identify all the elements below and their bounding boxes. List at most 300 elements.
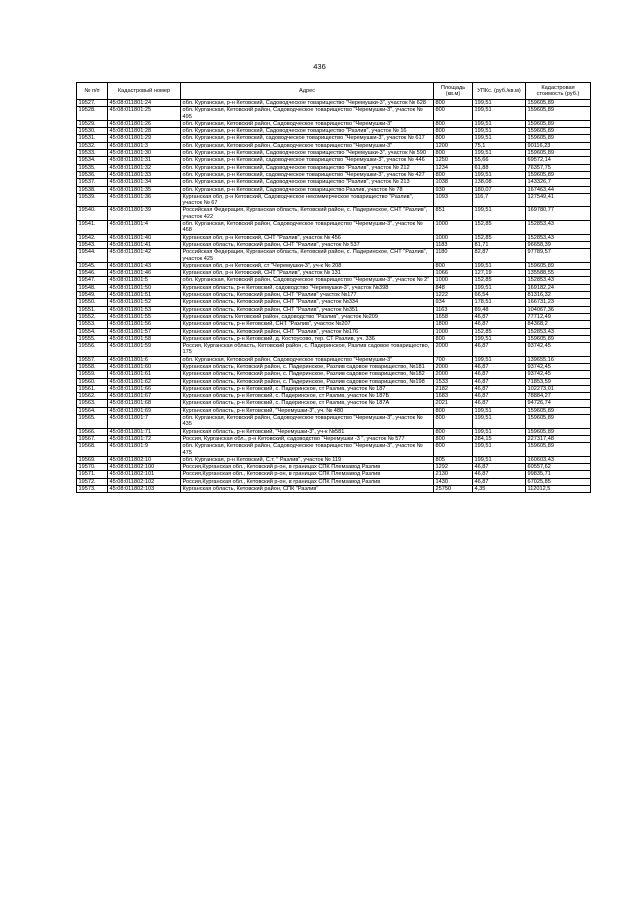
table-row xyxy=(77,171,591,178)
cell-row-number: 19560. xyxy=(77,378,108,385)
cell-upks: 46,87 xyxy=(473,343,526,357)
cell-cadastral-cost: 166731,23 xyxy=(526,299,591,306)
cell-cadastral-cost: 93742,45 xyxy=(526,363,591,370)
cell-address: обл. Курганская, р-н Кетовский, Садоводческое товарищество Разлив, участок № 78 xyxy=(181,186,434,193)
cell-area: 800 xyxy=(434,128,473,135)
cell-upks: 75,1 xyxy=(473,142,526,149)
cell-address: Россия,Курганская обл., Кетовский р-он, в границах СПК Племзавод Разлив xyxy=(181,478,434,485)
cell-cadastral-cost: 139655,16 xyxy=(526,356,591,363)
cell-cadastral-cost: 112012,5 xyxy=(526,486,591,493)
table-row xyxy=(77,292,591,299)
cell-address: Курганская область, р-н Кетовский, с. Падеринское, ст Разлив, участок № 187А xyxy=(181,400,434,407)
cell-cadastral-cost: 159605,89 xyxy=(526,128,591,135)
cell-area: 1800 xyxy=(434,321,473,328)
cell-cadastral-number: 45:08:011801:42 xyxy=(108,249,181,263)
cell-upks: 138,08 xyxy=(473,179,526,186)
table-row xyxy=(77,135,591,142)
cell-cadastral-cost: 159605,89 xyxy=(526,150,591,157)
cell-area: 1180 xyxy=(434,249,473,263)
table-header-row xyxy=(77,83,591,100)
cell-address: Курганская область, Кетовский район, СНТ "Разлив", участок №334 xyxy=(181,299,434,306)
cell-cadastral-number: 45:08:011801:25 xyxy=(108,107,181,121)
cell-upks: 199,51 xyxy=(473,415,526,429)
cell-cadastral-number: 45:08:011801:31 xyxy=(108,157,181,164)
cell-cadastral-cost: 159605,89 xyxy=(526,100,591,107)
cell-cadastral-number: 45:08:011801:36 xyxy=(108,193,181,207)
cell-upks: 46,87 xyxy=(473,393,526,400)
table-row xyxy=(77,363,591,370)
table-row xyxy=(77,157,591,164)
cell-upks: 46,87 xyxy=(473,385,526,392)
cell-area: 1000 xyxy=(434,221,473,235)
table-row xyxy=(77,179,591,186)
cell-row-number: 19530. xyxy=(77,128,108,135)
cell-row-number: 19531. xyxy=(77,135,108,142)
cell-cadastral-cost: 152853,43 xyxy=(526,328,591,335)
cell-row-number: 19546. xyxy=(77,270,108,277)
cell-address: обл. Курганская, Кетовский район, Садоводческое товарищество "Черемушки-3", участок № 475 xyxy=(181,443,434,457)
cell-address: обл. Курганская, Кетовский район, Садоводческое товарищество "Черемушки-3" xyxy=(181,356,434,363)
cell-cadastral-cost: 102273,01 xyxy=(526,385,591,392)
cell-address: обл. Курганская, р-н Кетовский, садоводческое товарищество "Черемушки-3", участок № 427 xyxy=(181,171,434,178)
cell-cadastral-number: 45:08:011801:72 xyxy=(108,435,181,442)
table-row xyxy=(77,378,591,385)
cell-cadastral-number: 45:08:011801:26 xyxy=(108,120,181,127)
cell-cadastral-number: 45:08:011801:55 xyxy=(108,313,181,320)
header-area: Площадь (кв.м) xyxy=(434,83,473,100)
cell-cadastral-number: 45:08:011801:24 xyxy=(108,100,181,107)
cell-cadastral-cost: 93742,45 xyxy=(526,371,591,378)
cell-cadastral-number: 45:08:011801:30 xyxy=(108,150,181,157)
cell-area: 800 xyxy=(434,415,473,429)
table-row xyxy=(77,393,591,400)
table-row xyxy=(77,120,591,127)
cell-cadastral-cost: 152853,43 xyxy=(526,234,591,241)
cell-area: 1066 xyxy=(434,270,473,277)
cell-row-number: 19527. xyxy=(77,100,108,107)
cell-area: 800 xyxy=(434,107,473,121)
cell-cadastral-cost: 152853,43 xyxy=(526,277,591,284)
cell-cadastral-number: 45:08:011801:46 xyxy=(108,270,181,277)
cell-cadastral-cost: 159605,89 xyxy=(526,443,591,457)
cell-address: Курганская область, Кетовский район, с. Падеринское, Разлив садовое товарищество, №182 xyxy=(181,371,434,378)
cell-address: обл. Курганская, Кетовский район, Садоводческое товарищество "Черемушки-3" xyxy=(181,142,434,149)
cell-cadastral-cost: 99835,71 xyxy=(526,471,591,478)
cell-upks: 199,51 xyxy=(473,128,526,135)
cell-cadastral-number: 45:08:011801:58 xyxy=(108,335,181,342)
cell-upks: 89,48 xyxy=(473,306,526,313)
cell-cadastral-cost: 159605,89 xyxy=(526,171,591,178)
cell-address: обл. Курганская, р-н Кетовский, садоводческое товарищество "Черемушки-3", участок № 446 xyxy=(181,157,434,164)
cell-address: обл. Курганская, р-н Кетовский, Садоводческое товарищество "Черемушки-3", участок № 628 xyxy=(181,100,434,107)
cell-row-number: 19571. xyxy=(77,471,108,478)
cell-address: Курганская область, Кетовский район, СНТ "Разлив", участок №176 xyxy=(181,328,434,335)
table-row xyxy=(77,371,591,378)
table-row xyxy=(77,193,591,207)
cell-cadastral-cost: 159605,89 xyxy=(526,407,591,414)
cell-area: 1093 xyxy=(434,193,473,207)
table-row xyxy=(77,306,591,313)
cell-upks: 116,7 xyxy=(473,193,526,207)
cell-upks: 199,51 xyxy=(473,284,526,291)
table-row xyxy=(77,407,591,414)
cell-upks: 152,85 xyxy=(473,328,526,335)
table-row xyxy=(77,464,591,471)
cell-cadastral-cost: 227317,48 xyxy=(526,435,591,442)
cell-row-number: 19554. xyxy=(77,328,108,335)
cell-area: 848 xyxy=(434,284,473,291)
table-row xyxy=(77,321,591,328)
cell-cadastral-cost: 71853,59 xyxy=(526,378,591,385)
cell-row-number: 19558. xyxy=(77,363,108,370)
cell-cadastral-cost: 169780,77 xyxy=(526,207,591,221)
cell-row-number: 19545. xyxy=(77,262,108,269)
cell-area: 934 xyxy=(434,299,473,306)
cell-row-number: 19572. xyxy=(77,478,108,485)
cell-upks: 199,51 xyxy=(473,107,526,121)
cell-cadastral-cost: 143326,7 xyxy=(526,179,591,186)
cell-address: Курганская область Кетовский район, садоводство "Разлив", участок №209 xyxy=(181,313,434,320)
cell-cadastral-cost: 169182,24 xyxy=(526,284,591,291)
cell-address: Россия, Курганская обл., р-н Кетовский, садоводство "Черемушки -3 ", участок № 577 xyxy=(181,435,434,442)
cell-area: 1222 xyxy=(434,292,473,299)
cell-row-number: 19570. xyxy=(77,464,108,471)
cell-cadastral-number: 45:08:011801:61 xyxy=(108,371,181,378)
cell-upks: 46,87 xyxy=(473,371,526,378)
cell-upks: 46,87 xyxy=(473,378,526,385)
cell-cadastral-number: 45:08:011801:71 xyxy=(108,428,181,435)
table-row xyxy=(77,328,591,335)
cell-row-number: 19549. xyxy=(77,292,108,299)
cell-cadastral-number: 45:08:011801:29 xyxy=(108,135,181,142)
cell-area: 1200 xyxy=(434,142,473,149)
cell-row-number: 19559. xyxy=(77,371,108,378)
cell-cadastral-number: 45:08:011801:53 xyxy=(108,306,181,313)
cell-area: 930 xyxy=(434,186,473,193)
cell-upks: 152,85 xyxy=(473,234,526,241)
cell-address: Курганская область, р-н Кетовский, д. Костоусово, тер. СТ Разлив, уч. 336 xyxy=(181,335,434,342)
cell-upks: 152,85 xyxy=(473,277,526,284)
cell-cadastral-number: 45:08:011801:9 xyxy=(108,443,181,457)
cell-row-number: 19537. xyxy=(77,179,108,186)
cell-cadastral-number: 45:08:011802:10 xyxy=(108,456,181,463)
cell-address: Курганская область, р-н Кетовский, с. Падеринское, ст Разлив, участок № 187Б xyxy=(181,393,434,400)
cell-area: 800 xyxy=(434,150,473,157)
cell-cadastral-number: 45:08:011801:51 xyxy=(108,292,181,299)
header-cadastral-number: Кадастровый номер xyxy=(108,83,181,100)
cell-address: Российская Федерация, Курганская область, Кетовский район, с. Падеринское, СНТ "Разлив", участок 425 xyxy=(181,249,434,263)
cell-cadastral-number: 45:08:011801:56 xyxy=(108,321,181,328)
cell-area: 2000 xyxy=(434,363,473,370)
cell-row-number: 19547. xyxy=(77,277,108,284)
cell-upks: 199,51 xyxy=(473,120,526,127)
cell-area: 2000 xyxy=(434,343,473,357)
table-row xyxy=(77,486,591,493)
table-row xyxy=(77,277,591,284)
cell-row-number: 19540. xyxy=(77,207,108,221)
cell-address: Российская Федерация, Курганская область, Кетовский район, с. Падеринское, СНТ "Разлив", участок 422 xyxy=(181,207,434,221)
cell-area: 800 xyxy=(434,262,473,269)
cell-area: 1000 xyxy=(434,277,473,284)
cell-cadastral-number: 45:08:011801:35 xyxy=(108,186,181,193)
cell-cadastral-number: 45:08:011801:57 xyxy=(108,328,181,335)
cell-cadastral-cost: 78884,27 xyxy=(526,393,591,400)
cell-area: 1683 xyxy=(434,393,473,400)
cell-cadastral-cost: 77712,49 xyxy=(526,313,591,320)
cell-area: 2021 xyxy=(434,400,473,407)
cadastral-value-table xyxy=(76,82,591,493)
cell-area: 800 xyxy=(434,428,473,435)
cell-cadastral-cost: 159605,89 xyxy=(526,428,591,435)
cell-area: 1163 xyxy=(434,306,473,313)
cell-upks: 199,51 xyxy=(473,262,526,269)
cell-upks: 81,71 xyxy=(473,241,526,248)
table-row xyxy=(77,471,591,478)
cell-upks: 284,15 xyxy=(473,435,526,442)
cell-row-number: 19529. xyxy=(77,120,108,127)
cell-row-number: 19562. xyxy=(77,393,108,400)
cell-cadastral-cost: 159605,89 xyxy=(526,135,591,142)
cell-cadastral-cost: 96658,39 xyxy=(526,241,591,248)
cell-cadastral-number: 45:08:011801:3 xyxy=(108,142,181,149)
table-row xyxy=(77,313,591,320)
cell-area: 1533 xyxy=(434,378,473,385)
cell-cadastral-number: 45:08:011801:68 xyxy=(108,400,181,407)
cell-cadastral-cost: 93742,45 xyxy=(526,343,591,357)
cell-upks: 55,66 xyxy=(473,157,526,164)
cell-address: Курганская область, р-н Кетовский, с. Падеринское, ст Разлив, участок № 187 xyxy=(181,385,434,392)
table-row xyxy=(77,415,591,429)
cell-cadastral-cost: 159605,89 xyxy=(526,120,591,127)
cell-area: 800 xyxy=(434,171,473,178)
cell-area: 1250 xyxy=(434,157,473,164)
cell-upks: 178,51 xyxy=(473,299,526,306)
cell-cadastral-cost: 90116,23 xyxy=(526,142,591,149)
cell-address: Курганская область, Кетовский район, с. Падеринское, Разлив садовое товарищество, №181 xyxy=(181,363,434,370)
cell-cadastral-number: 45:08:011801:50 xyxy=(108,284,181,291)
cell-cadastral-number: 45:08:011802:103 xyxy=(108,486,181,493)
cell-area: 800 xyxy=(434,100,473,107)
cell-cadastral-cost: 159605,89 xyxy=(526,107,591,121)
cell-cadastral-cost: 159605,89 xyxy=(526,415,591,429)
cell-area: 800 xyxy=(434,335,473,342)
cell-cadastral-number: 45:08:011801:33 xyxy=(108,171,181,178)
cell-address: Курганская область, Кетовский район, СНТ "Разлив", участок №351 xyxy=(181,306,434,313)
cell-cadastral-number: 45:08:011801:67 xyxy=(108,393,181,400)
cell-upks: 61,88 xyxy=(473,164,526,171)
cell-area: 2130 xyxy=(434,471,473,478)
cell-address: обл. Курганская, р-н Кетовский, Садоводческое товарищество "Черемушки-3", участок № 590 xyxy=(181,150,434,157)
cell-address: Россия,Курганская обл., Кетовский р-он, в границах СПК Племзавод Разлив xyxy=(181,464,434,471)
cell-row-number: 19538. xyxy=(77,186,108,193)
cell-cadastral-number: 45:08:011802:102 xyxy=(108,478,181,485)
table-row xyxy=(77,164,591,171)
cell-cadastral-cost: 127549,41 xyxy=(526,193,591,207)
cell-row-number: 19550. xyxy=(77,299,108,306)
table-row xyxy=(77,100,591,107)
cell-upks: 199,51 xyxy=(473,150,526,157)
cell-row-number: 19573. xyxy=(77,486,108,493)
cell-upks: 199,51 xyxy=(473,428,526,435)
cell-address: Россия, Курганская область, Кетовский район, с. Падеринское, Разлив садовое товарищество, 175 xyxy=(181,343,434,357)
cell-area: 1658 xyxy=(434,313,473,320)
cell-address: обл. Курганская, Кетовский район, Садоводческое товарищество "Черемушки-3", участок № 468 xyxy=(181,221,434,235)
cell-address: Курганская обл, р-н Кетовский, Садоводческое некоммерческое товарищество "Разлив", участок № 67 xyxy=(181,193,434,207)
cell-cadastral-cost: 84368,2 xyxy=(526,321,591,328)
cell-row-number: 19548. xyxy=(77,284,108,291)
cell-upks: 199,51 xyxy=(473,335,526,342)
table-row xyxy=(77,186,591,193)
cell-area: 1234 xyxy=(434,164,473,171)
cell-row-number: 19566. xyxy=(77,428,108,435)
cell-upks: 46,87 xyxy=(473,363,526,370)
table-row xyxy=(77,107,591,121)
cell-upks: 199,51 xyxy=(473,171,526,178)
cell-cadastral-number: 45:08:011801:28 xyxy=(108,128,181,135)
cell-row-number: 19563. xyxy=(77,400,108,407)
cell-cadastral-number: 45:08:011801:59 xyxy=(108,343,181,357)
cell-upks: 199,51 xyxy=(473,135,526,142)
table-row xyxy=(77,443,591,457)
cell-row-number: 19569. xyxy=(77,456,108,463)
cell-row-number: 19561. xyxy=(77,385,108,392)
cell-cadastral-cost: 67025,85 xyxy=(526,478,591,485)
cell-area: 800 xyxy=(434,443,473,457)
cell-area: 1292 xyxy=(434,464,473,471)
cell-cadastral-number: 45:08:011802:101 xyxy=(108,471,181,478)
cell-address: Курганская область, Кетовский район, СПК "Разлив" xyxy=(181,486,434,493)
cell-area: 805 xyxy=(434,456,473,463)
cell-upks: 46,87 xyxy=(473,321,526,328)
cell-cadastral-number: 45:08:011801:34 xyxy=(108,179,181,186)
table-body xyxy=(77,100,591,493)
cell-address: Курганская обл, р-н Кетовский, СНТ "Разлив", участок № 456 xyxy=(181,234,434,241)
header-address: Адрес xyxy=(181,83,434,100)
table-row xyxy=(77,400,591,407)
cell-address: обл. Курганская, р-н Кетовский, Садоводческое товарищество "Разлив", участок № 212 xyxy=(181,164,434,171)
cell-address: обл. Курганская, Кетовский район, Садоводческое товарищество "Черемушки-3", участок № 495 xyxy=(181,107,434,121)
cell-address: Курганская область, р-н Кетовский, садоводство "Черемушки-3", участок №398 xyxy=(181,284,434,291)
cell-row-number: 19564. xyxy=(77,407,108,414)
cell-row-number: 19565. xyxy=(77,415,108,429)
table-row xyxy=(77,142,591,149)
table-row xyxy=(77,284,591,291)
cell-row-number: 19552. xyxy=(77,313,108,320)
cell-area: 800 xyxy=(434,435,473,442)
cell-address: Курганская обл, р-н Кетовский, СНТ "Разлив", участок № 131 xyxy=(181,270,434,277)
cell-row-number: 19544. xyxy=(77,249,108,263)
cell-cadastral-cost: 60557,62 xyxy=(526,464,591,471)
table-row xyxy=(77,241,591,248)
cell-upks: 199,51 xyxy=(473,407,526,414)
cell-upks: 82,87 xyxy=(473,249,526,263)
cell-upks: 46,87 xyxy=(473,313,526,320)
cell-area: 700 xyxy=(434,356,473,363)
cell-address: обл. Курганская, Кетовский район, Садоводческое товарищество "Черемушки-3", участок № 2" xyxy=(181,277,434,284)
cell-address: обл. Курганская, Кетовский район, Садоводческое товарищество "Черемушки-3", участок № 435 xyxy=(181,415,434,429)
header-cadastral-cost: Кадастровая стоимость (руб.) xyxy=(526,83,591,100)
table-row xyxy=(77,435,591,442)
cell-row-number: 19534. xyxy=(77,157,108,164)
table-row xyxy=(77,385,591,392)
cell-address: Курганская область, р-н Кетовский, СНТ "Разлив", участок №207 xyxy=(181,321,434,328)
cell-area: 1430 xyxy=(434,478,473,485)
cell-cadastral-cost: 159605,89 xyxy=(526,335,591,342)
cell-address: Курганская область, Кетовский район, СНТ "Разлив", участок № 537 xyxy=(181,241,434,248)
cell-row-number: 19532. xyxy=(77,142,108,149)
cell-area: 1000 xyxy=(434,234,473,241)
cell-address: обл. Курганская, р-н Кетовский, Садоводческое товарищество "Разлив", участок № 16 xyxy=(181,128,434,135)
cell-address: обл. Курганская, Кетовский район, Садоводческое товарищество "Черемушки-3" xyxy=(181,120,434,127)
cell-row-number: 19539. xyxy=(77,193,108,207)
cell-cadastral-cost: 167463,44 xyxy=(526,186,591,193)
table-row xyxy=(77,356,591,363)
cell-upks: 4,35 xyxy=(473,486,526,493)
cell-address: Курганская область, р-н Кетовский, "Черемушки-3", уч-к №581 xyxy=(181,428,434,435)
cell-row-number: 19557. xyxy=(77,356,108,363)
cell-area: 1000 xyxy=(434,328,473,335)
cell-cadastral-number: 45:08:011801:40 xyxy=(108,234,181,241)
table-row xyxy=(77,270,591,277)
cell-cadastral-cost: 135588,55 xyxy=(526,270,591,277)
cell-cadastral-cost: 69572,14 xyxy=(526,157,591,164)
cell-upks: 199,51 xyxy=(473,100,526,107)
cell-address: Курганская область, Кетовский район, с. Падеринское, Разлив садовое товарищество, №198 xyxy=(181,378,434,385)
cell-row-number: 19533. xyxy=(77,150,108,157)
table-row xyxy=(77,128,591,135)
cell-cadastral-cost: 160603,43 xyxy=(526,456,591,463)
cell-cadastral-number: 45:08:011802:100 xyxy=(108,464,181,471)
header-upks: УПКс. (руб./кв.м) xyxy=(473,83,526,100)
cell-cadastral-number: 45:08:011801:5 xyxy=(108,277,181,284)
cell-upks: 199,51 xyxy=(473,443,526,457)
cell-row-number: 19555. xyxy=(77,335,108,342)
cell-upks: 180,07 xyxy=(473,186,526,193)
cell-upks: 46,87 xyxy=(473,464,526,471)
cell-row-number: 19551. xyxy=(77,306,108,313)
cell-row-number: 19542. xyxy=(77,234,108,241)
cell-cadastral-number: 45:08:011801:60 xyxy=(108,363,181,370)
cell-cadastral-cost: 152853,43 xyxy=(526,221,591,235)
header-num: № п/п xyxy=(77,83,108,100)
cell-cadastral-cost: 159605,89 xyxy=(526,262,591,269)
cell-area: 2000 xyxy=(434,371,473,378)
cell-cadastral-number: 45:08:011801:69 xyxy=(108,407,181,414)
cell-cadastral-number: 45:08:011801:4 xyxy=(108,221,181,235)
cell-upks: 66,54 xyxy=(473,292,526,299)
table-row xyxy=(77,299,591,306)
cell-area: 2182 xyxy=(434,385,473,392)
table-row xyxy=(77,249,591,263)
cell-row-number: 19553. xyxy=(77,321,108,328)
cell-area: 1038 xyxy=(434,179,473,186)
table-row xyxy=(77,262,591,269)
cell-cadastral-cost: 97789,57 xyxy=(526,249,591,263)
cell-area: 25750 xyxy=(434,486,473,493)
cell-cadastral-cost: 94726,74 xyxy=(526,400,591,407)
table-row xyxy=(77,221,591,235)
cell-area: 1183 xyxy=(434,241,473,248)
table-row xyxy=(77,234,591,241)
table-row xyxy=(77,428,591,435)
cell-cadastral-number: 45:08:011801:52 xyxy=(108,299,181,306)
cell-cadastral-number: 45:08:011801:66 xyxy=(108,385,181,392)
cell-row-number: 19536. xyxy=(77,171,108,178)
cell-cadastral-number: 45:08:011801:39 xyxy=(108,207,181,221)
cell-area: 800 xyxy=(434,120,473,127)
cell-row-number: 19541. xyxy=(77,221,108,235)
cell-cadastral-number: 45:08:011801:43 xyxy=(108,262,181,269)
